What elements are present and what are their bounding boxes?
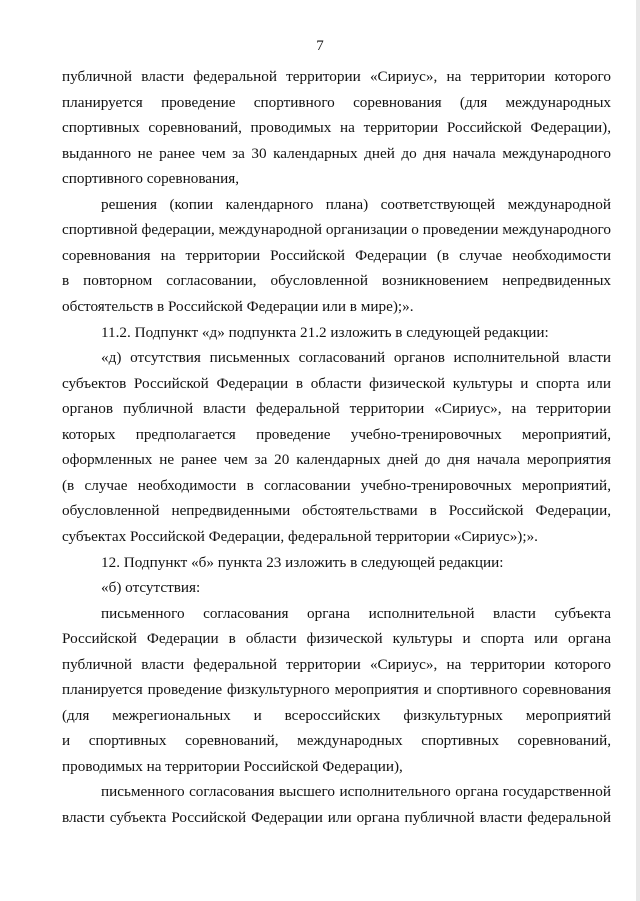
text-line: спортивного соревнования,: [62, 170, 240, 188]
text-line: Российской Федерации в области физической культуры и спорта или органа: [62, 630, 611, 648]
text-line: публичной власти федеральной территории «Сириус», на территории которого: [62, 655, 611, 673]
text-line: (в случае необходимости в согласовании учебно-тренировочных мероприятий,: [62, 476, 611, 494]
text-line: спортивных соревнований, проводимых на территории Российской Федерации),: [62, 119, 611, 137]
text-line: в повторном согласовании, обусловленной возникновением непредвиденных: [62, 272, 611, 290]
text-line: обусловленной непредвиденными обстоятельствами в Российской Федерации,: [62, 502, 611, 520]
page-number: 7: [316, 38, 324, 54]
text-line: соревнования на территории Российской Федерации (в случае необходимости: [62, 246, 611, 264]
text-line: 12. Подпункт «б» пункта 23 изложить в следующей редакции:: [101, 553, 504, 571]
scan-edge: [636, 0, 640, 901]
text-line: обстоятельств в Российской Федерации или в мире);».: [62, 298, 414, 315]
text-line: (для межрегиональных и всероссийских физкультурных мероприятий: [62, 706, 611, 724]
text-line: планируется проведение физкультурного мероприятия и спортивного соревнования: [62, 681, 611, 699]
text-line: которых предполагается проведение учебно-тренировочных мероприятий,: [62, 425, 611, 443]
text-line: 11.2. Подпункт «д» подпункта 21.2 изложить в следующей редакции:: [101, 323, 549, 341]
text-line: оформленных не ранее чем за 20 календарных дней до дня начала мероприятия: [62, 451, 611, 469]
text-line: власти субъекта Российской Федерации или органа публичной власти федеральной: [62, 809, 611, 826]
text-line: и спортивных соревнований, международных спортивных соревнований,: [62, 732, 611, 750]
text-line: субъектах Российской Федерации, федеральной территории «Сириус»);».: [62, 527, 538, 545]
text-line: письменного согласования высшего исполнительного органа государственной: [101, 783, 611, 801]
text-line: выданного не ранее чем за 30 календарных дней до дня начала международного: [62, 144, 611, 162]
text-line: проводимых на территории Российской Федерации),: [62, 757, 403, 775]
text-line: органов публичной власти федеральной территории «Сириус», на территории: [62, 400, 611, 418]
text-line: спортивной федерации, международной организации о проведении международного: [62, 221, 611, 239]
text-line: планируется проведение спортивного соревнования (для международных: [62, 93, 611, 111]
text-line: письменного согласования органа исполнительной власти субъекта: [101, 604, 611, 622]
text-line: субъектов Российской Федерации в области физической культуры и спорта или: [62, 374, 611, 392]
text-line: «д) отсутствия письменных согласований органов исполнительной власти: [101, 349, 611, 367]
text-line: публичной власти федеральной территории «Сириус», на территории которого: [62, 68, 611, 85]
text-line: решения (копии календарного плана) соответствующей международной: [101, 195, 611, 213]
text-line: «б) отсутствия:: [101, 579, 201, 596]
